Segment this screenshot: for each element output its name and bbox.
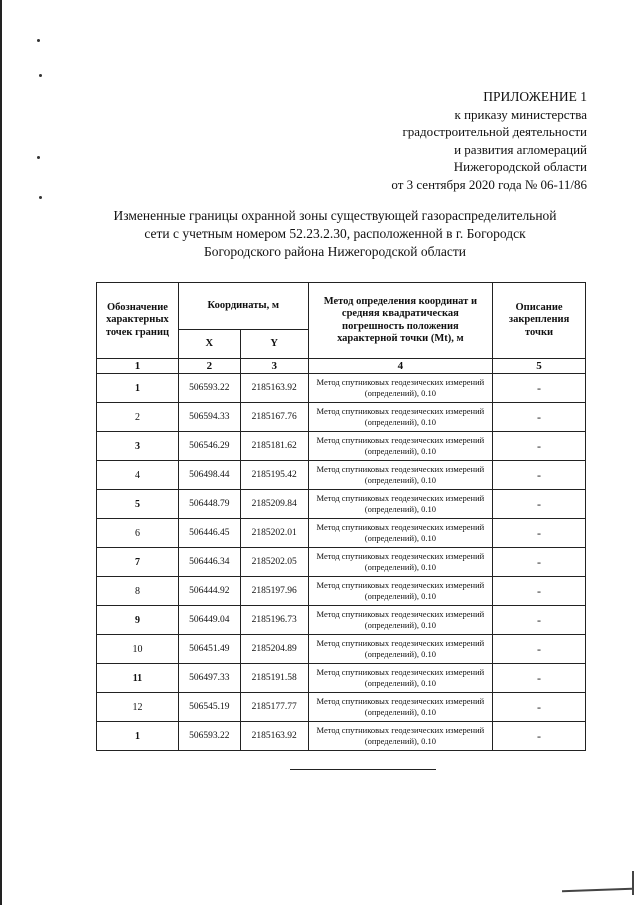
coord-y: 2185202.01 [240, 519, 308, 548]
point-id: 10 [97, 635, 179, 664]
header-coords: Координаты, м [178, 283, 308, 330]
coord-y: 2185209.84 [240, 490, 308, 519]
table-row [97, 664, 586, 693]
appendix-line: и развития агломераций [454, 141, 587, 157]
fixation-description: - [493, 606, 586, 635]
point-id: 7 [97, 548, 179, 577]
column-number: 5 [493, 359, 586, 374]
fixation-description: - [493, 635, 586, 664]
coordinates-table [96, 282, 586, 751]
point-id: 8 [97, 577, 179, 606]
fixation-description: - [493, 664, 586, 693]
scan-left-edge [0, 0, 2, 905]
appendix-line: Нижегородской области [453, 159, 587, 175]
coord-x: 506444.92 [178, 577, 240, 606]
appendix-line: к приказу министерства [454, 106, 587, 122]
point-id: 5 [97, 490, 179, 519]
method-text: Метод спутниковых геодезических измерений (определений), 0.10 [308, 664, 492, 693]
appendix-header [391, 88, 587, 194]
table-row [97, 693, 586, 722]
method-text: Метод спутниковых геодезических измерений (определений), 0.10 [308, 403, 492, 432]
header-method: Метод определения координат и средняя квадратическая погрешность положения характерной точки (Mt), м [308, 283, 492, 359]
coord-x: 506546.29 [178, 432, 240, 461]
method-text: Метод спутниковых геодезических измерений (определений), 0.10 [308, 548, 492, 577]
column-number: 1 [97, 359, 179, 374]
coord-x: 506451.49 [178, 635, 240, 664]
scan-mark [632, 871, 634, 895]
coord-y: 2185204.89 [240, 635, 308, 664]
fixation-description: - [493, 577, 586, 606]
fixation-description: - [493, 519, 586, 548]
coord-x: 506593.22 [178, 374, 240, 403]
method-text: Метод спутниковых геодезических измерений (определений), 0.10 [308, 722, 492, 751]
table-row [97, 374, 586, 403]
method-text: Метод спутниковых геодезических измерений (определений), 0.10 [308, 693, 492, 722]
coord-x: 506446.45 [178, 519, 240, 548]
coord-x: 506446.34 [178, 548, 240, 577]
table-row [97, 606, 586, 635]
coord-x: 506594.33 [178, 403, 240, 432]
table-row [97, 722, 586, 751]
fixation-description: - [493, 461, 586, 490]
method-text: Метод спутниковых геодезических измерений (определений), 0.10 [308, 432, 492, 461]
fixation-description: - [493, 432, 586, 461]
coord-y: 2185191.58 [240, 664, 308, 693]
fixation-description: - [493, 722, 586, 751]
table-row [97, 635, 586, 664]
table-row [97, 519, 586, 548]
header-y: Y [240, 330, 308, 359]
appendix-title: ПРИЛОЖЕНИЕ 1 [483, 89, 587, 104]
fixation-description: - [493, 403, 586, 432]
header-description: Описание закрепления точки [493, 283, 586, 359]
method-text: Метод спутниковых геодезических измерений (определений), 0.10 [308, 374, 492, 403]
end-divider [290, 769, 436, 770]
point-id: 1 [97, 374, 179, 403]
coord-y: 2185197.96 [240, 577, 308, 606]
method-text: Метод спутниковых геодезических измерений (определений), 0.10 [308, 577, 492, 606]
coord-x: 506449.04 [178, 606, 240, 635]
document-title [90, 207, 580, 261]
table-row [97, 432, 586, 461]
table-row [97, 548, 586, 577]
document-title-line: Измененные границы охранной зоны существующей газораспределительной [113, 208, 557, 223]
point-id: 12 [97, 693, 179, 722]
coord-y: 2185202.05 [240, 548, 308, 577]
table-row [97, 461, 586, 490]
document-title-line: Богородского района Нижегородской области [203, 244, 467, 259]
appendix-line: от 3 сентября 2020 года № 06-11/86 [391, 176, 587, 192]
coord-y: 2185163.92 [240, 722, 308, 751]
coord-x: 506545.19 [178, 693, 240, 722]
point-id: 3 [97, 432, 179, 461]
coord-y: 2185195.42 [240, 461, 308, 490]
header-x: X [178, 330, 240, 359]
point-id: 1 [97, 722, 179, 751]
method-text: Метод спутниковых геодезических измерений (определений), 0.10 [308, 519, 492, 548]
coord-x: 506448.79 [178, 490, 240, 519]
column-number: 3 [240, 359, 308, 374]
coord-y: 2185181.62 [240, 432, 308, 461]
fixation-description: - [493, 548, 586, 577]
coord-x: 506593.22 [178, 722, 240, 751]
method-text: Метод спутниковых геодезических измерений (определений), 0.10 [308, 635, 492, 664]
point-id: 6 [97, 519, 179, 548]
point-id: 4 [97, 461, 179, 490]
fixation-description: - [493, 490, 586, 519]
point-id: 9 [97, 606, 179, 635]
scan-speck [37, 39, 40, 42]
column-number: 4 [308, 359, 492, 374]
coord-y: 2185196.73 [240, 606, 308, 635]
table-row [97, 403, 586, 432]
coord-y: 2185167.76 [240, 403, 308, 432]
table-row [97, 490, 586, 519]
coord-x: 506498.44 [178, 461, 240, 490]
scan-speck [37, 156, 40, 159]
table-row [97, 577, 586, 606]
point-id: 2 [97, 403, 179, 432]
scan-speck [39, 74, 42, 77]
method-text: Метод спутниковых геодезических измерений (определений), 0.10 [308, 490, 492, 519]
fixation-description: - [493, 693, 586, 722]
coord-y: 2185163.92 [240, 374, 308, 403]
fixation-description: - [493, 374, 586, 403]
coord-x: 506497.33 [178, 664, 240, 693]
point-id: 11 [97, 664, 179, 693]
column-number: 2 [178, 359, 240, 374]
coord-y: 2185177.77 [240, 693, 308, 722]
scan-mark [562, 888, 632, 892]
method-text: Метод спутниковых геодезических измерений (определений), 0.10 [308, 461, 492, 490]
scan-speck [39, 196, 42, 199]
header-point: Обозначение характерных точек границ [97, 283, 179, 359]
appendix-line: градостроительной деятельности [402, 124, 587, 140]
method-text: Метод спутниковых геодезических измерений (определений), 0.10 [308, 606, 492, 635]
document-title-line: сети с учетным номером 52.23.2.30, расположенной в г. Богородск [144, 226, 526, 241]
